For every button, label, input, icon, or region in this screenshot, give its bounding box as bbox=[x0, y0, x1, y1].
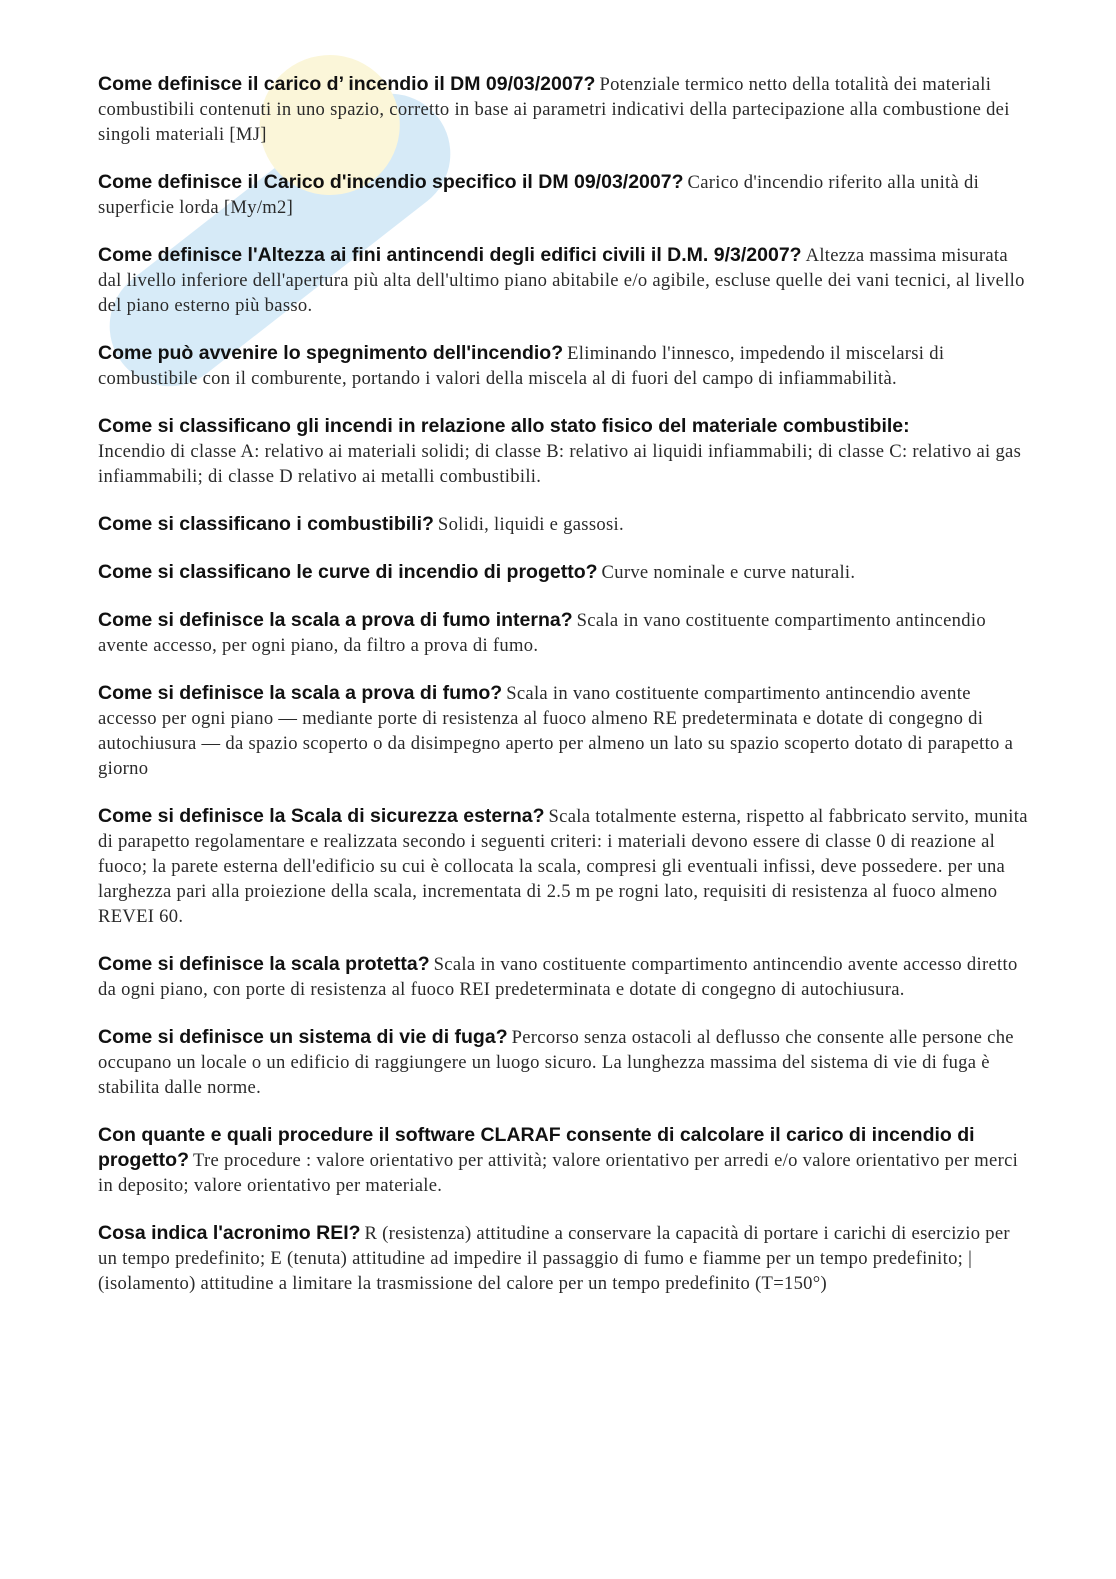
question-text: Come si definisce la scala protetta? bbox=[98, 953, 430, 975]
question-text: Come può avvenire lo spegnimento dell'incendio? bbox=[98, 342, 564, 364]
question-text: Come si definisce la scala a prova di fumo interna? bbox=[98, 609, 573, 631]
question-text: Come definisce il carico d’ incendio il DM 09/03/2007? bbox=[98, 73, 596, 95]
answer-text: Curve nominale e curve naturali. bbox=[601, 562, 856, 583]
answer-text: Percorso senza ostacoli al deflusso che consente alle persone che occupano un locale o un edificio di raggiungere un luogo sicuro. La lunghezza massima del sistema di vie di fuga è stabilita dalle norme. bbox=[98, 1027, 1014, 1098]
qa-item bbox=[98, 512, 1028, 537]
qa-item bbox=[98, 952, 1028, 1002]
answer-text: Incendio di classe A: relativo ai materiali solidi; di classe B: relativo ai liquidi infiammabili; di classe C: relativo ai gas infiammabili; di classe D relativo ai metalli combustibili. bbox=[98, 441, 1022, 487]
question-text: Come si classificano i combustibili? bbox=[98, 513, 434, 535]
answer-text: Carico d'incendio riferito alla unità di superficie lorda [My/m2] bbox=[98, 172, 980, 218]
qa-item bbox=[98, 1025, 1028, 1100]
answer-text: Scala in vano costituente compartimento antincendio avente accesso, per ogni piano, da filtro a prova di fumo. bbox=[98, 610, 986, 656]
question-text: Come si definisce un sistema di vie di fuga? bbox=[98, 1026, 508, 1048]
qa-item bbox=[98, 170, 1028, 220]
question-text: Cosa indica l'acronimo REI? bbox=[98, 1222, 361, 1244]
answer-text: Scala in vano costituente compartimento antincendio avente accesso per ogni piano — mediante porte di resistenza al fuoco almeno RE predeterminata e dotate di congegno di autochiusura — da spazio scoperto o da disimpegno aperto per almeno un lato su spazio scoperto dotato di parapetto a giorno bbox=[98, 683, 1014, 779]
qa-item bbox=[98, 560, 1028, 585]
question-text: Con quante e quali procedure il software CLARAF consente di calcolare il carico di incendio di progetto? bbox=[98, 1124, 975, 1171]
answer-text: Altezza massima misurata dal livello inferiore dell'apertura più alta dell'ultimo piano abitabile e/o agibile, escluse quelle dei vani tecnici, al livello del piano esterno più basso. bbox=[98, 245, 1025, 316]
answer-text: R (resistenza) attitudine a conservare la capacità di portare i carichi di esercizio per un tempo predefinito; E (tenuta) attitudine ad impedire il passaggio di fumo e fiamme per un tempo predefinito; | (isolamento) attitudine a limitare la trasmissione del calore per un tempo predefinito (T=150°) bbox=[98, 1223, 1010, 1294]
question-text: Come si classificano gli incendi in relazione allo stato fisico del materiale combustibile: bbox=[98, 415, 910, 437]
qa-item bbox=[98, 804, 1028, 929]
answer-text: Eliminando l'innesco, impedendo il miscelarsi di combustibile con il comburente, portando i valori della miscela al di fuori del campo di infiammabilità. bbox=[98, 343, 945, 389]
qa-item bbox=[98, 1123, 1028, 1198]
answer-text: Scala in vano costituente compartimento antincendio avente accesso diretto da ogni piano, con porte di resistenza al fuoco REI predeterminata e dotate di congegno di autochiusura. bbox=[98, 954, 1018, 1000]
answer-text: Solidi, liquidi e gassosi. bbox=[437, 514, 624, 535]
qa-item bbox=[98, 681, 1028, 781]
question-text: Come definisce l'Altezza ai fini antincendi degli edifici civili il D.M. 9/3/2007? bbox=[98, 244, 802, 266]
qa-item bbox=[98, 341, 1028, 391]
question-text: Come definisce il Carico d'incendio specifico il DM 09/03/2007? bbox=[98, 171, 684, 193]
answer-text: Potenziale termico netto della totalità dei materiali combustibili contenuti in uno spazio, corretto in base ai parametri indicativi della partecipazione alla combustione dei singoli materiali [MJ] bbox=[98, 74, 1010, 145]
question-text: Come si definisce la scala a prova di fumo? bbox=[98, 682, 503, 704]
qa-item bbox=[98, 72, 1028, 147]
question-text: Come si classificano le curve di incendio di progetto? bbox=[98, 561, 598, 583]
question-text: Come si definisce la Scala di sicurezza esterna? bbox=[98, 805, 545, 827]
qa-item bbox=[98, 243, 1028, 318]
answer-text: Tre procedure : valore orientativo per attività; valore orientativo per arredi e/o valore orientativo per merci in deposito; valore orientativo per materiale. bbox=[98, 1150, 1019, 1196]
qa-item bbox=[98, 414, 1028, 489]
document-page bbox=[98, 72, 1028, 1319]
qa-item bbox=[98, 1221, 1028, 1296]
answer-text: Scala totalmente esterna, rispetto al fabbricato servito, munita di parapetto regolamentare e realizzata secondo i seguenti criteri: i materiali devono essere di classe 0 di reazione al fuoco; la parete esterna dell'edificio su cui è collocata la scala, compresi gli eventuali infissi, deve possedere. per una larghezza pari alla proiezione della scala, incrementata di 2.5 m pe rogni lato, requisiti di resistenza al fuoco almeno REVEI 60. bbox=[98, 806, 1028, 927]
qa-item bbox=[98, 608, 1028, 658]
